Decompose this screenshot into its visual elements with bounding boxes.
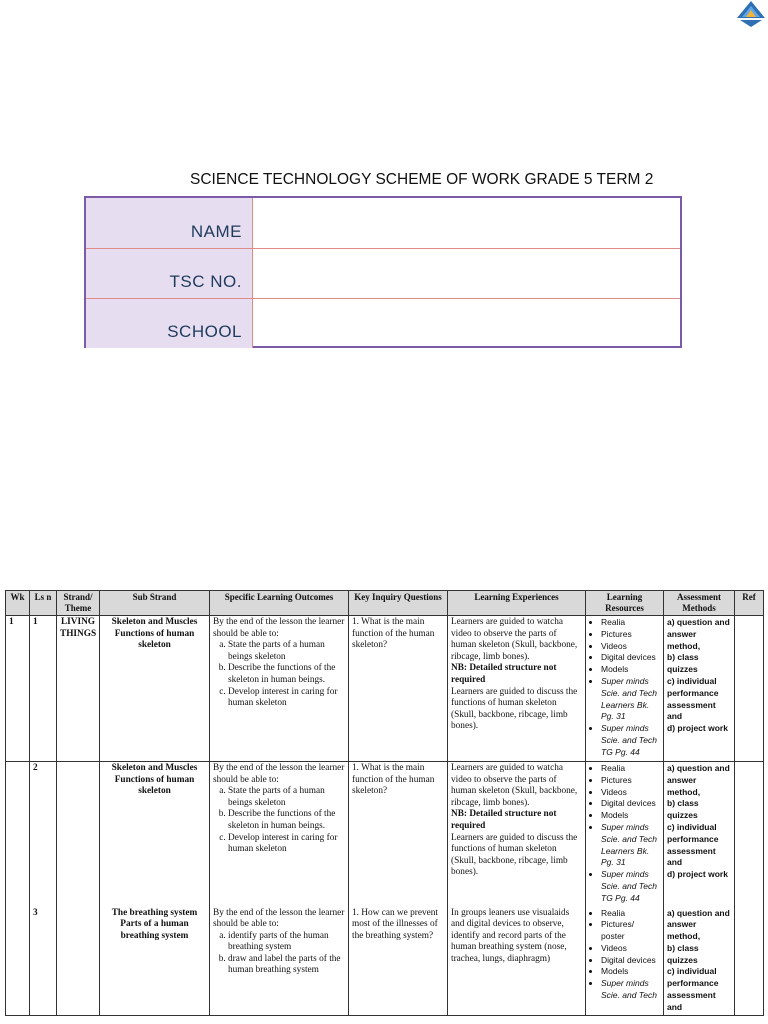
- cell-ref: [735, 616, 764, 762]
- header-wk: Wk: [6, 591, 30, 616]
- cell-strand: LIVING THINGS: [57, 616, 100, 762]
- header-inquiry: Key Inquiry Questions: [349, 591, 448, 616]
- cell-outcomes: By the end of the lesson the learner should be able to: a. State the parts of a human beings skeleton b. Describe the functions of the skeleton in human beings. c. Develop interest in caring for human skeleton: [210, 616, 349, 762]
- cell-lsn: 3: [30, 907, 57, 1016]
- cell-resources: • Realia • Pictures/ poster • Videos • Digital devices • Models • Super minds Scie. and Tech: [586, 907, 664, 1016]
- table-row: [6, 616, 764, 762]
- cell-sub-strand: Skeleton and Muscles Functions of human skeleton: [100, 616, 210, 762]
- logo-icon: [736, 0, 766, 28]
- cell-wk: 1: [6, 616, 30, 762]
- cell-experiences: Learners are guided to watcha video to observe the parts of human skeleton (Skull, backbone, ribcage, limb bones). NB: Detailed structure not required Learners are guided to discuss the functions of human skeleton (Skull, backbone, ribcage, limb bones).: [448, 762, 586, 907]
- cell-resources: • Realia • Pictures • Videos • Digital devices • Models • Super minds Scie. and Tech Learners Bk. Pg. 31 • Super minds Scie. and Tech TG Pg. 44: [586, 762, 664, 907]
- cell-wk: [6, 762, 30, 907]
- name-row: [86, 198, 680, 248]
- header-outcomes: Specific Learning Outcomes: [210, 591, 349, 616]
- header-strand: Strand/ Theme: [57, 591, 100, 616]
- scheme-table: [5, 590, 764, 1016]
- school-label: SCHOOL: [167, 322, 242, 341]
- header-ref: Ref: [735, 591, 764, 616]
- cell-lsn: 2: [30, 762, 57, 907]
- header-lsn: Ls n: [30, 591, 57, 616]
- header-row: [6, 591, 764, 616]
- name-label: NAME: [190, 222, 242, 241]
- cell-strand: [57, 762, 100, 907]
- header-sub-strand: Sub Strand: [100, 591, 210, 616]
- table-row: [6, 762, 764, 907]
- cell-resources: • Realia • Pictures • Videos • Digital devices • Models • Super minds Scie. and Tech Learners Bk. Pg. 31 • Super minds Scie. and Tech TG Pg. 44: [586, 616, 664, 762]
- tsc-label: TSC NO.: [169, 272, 242, 291]
- cell-experiences: In groups leaners use visualaids and digital devices to observe, identify and record parts of the human breathing system (nose, trachea, lungs, diaphragm): [448, 907, 586, 1016]
- page-title: SCIENCE TECHNOLOGY SCHEME OF WORK GRADE 5 TERM 2: [190, 171, 654, 188]
- cell-strand: [57, 907, 100, 1016]
- cell-inquiry: 1. How can we prevent most of the illnesses of the breathing system?: [349, 907, 448, 1016]
- cell-ref: [735, 907, 764, 1016]
- cell-inquiry: 1. What is the main function of the human skeleton?: [349, 616, 448, 762]
- header-experiences: Learning Experiences: [448, 591, 586, 616]
- cell-assessment: a) question and answer method, b) class quizzes c) individual performance assessment and: [664, 907, 735, 1016]
- table-row: [6, 907, 764, 1016]
- tsc-row: [86, 248, 680, 298]
- cell-assessment: a) question and answer method, b) class quizzes c) individual performance assessment and d) project work: [664, 762, 735, 907]
- cell-inquiry: 1. What is the main function of the human skeleton?: [349, 762, 448, 907]
- header-assessment: Assessment Methods: [664, 591, 735, 616]
- cell-lsn: 1: [30, 616, 57, 762]
- info-box: [84, 196, 682, 348]
- cell-outcomes: By the end of the lesson the learner should be able to: a. identify parts of the human breathing system b. draw and label the parts of the human breathing system: [210, 907, 349, 1016]
- header-resources: Learning Resources: [586, 591, 664, 616]
- cell-assessment: a) question and answer method, b) class quizzes c) individual performance assessment and d) project work: [664, 616, 735, 762]
- cell-experiences: Learners are guided to watcha video to observe the parts of human skeleton (Skull, backbone, ribcage, limb bones). NB: Detailed structure not required Learners are guided to discuss the functions of human skeleton (Skull, backbone, ribcage, limb bones).: [448, 616, 586, 762]
- cell-outcomes: By the end of the lesson the learner should be able to: a. State the parts of a human beings skeleton b. Describe the functions of the skeleton in human beings. c. Develop interest in caring for human skeleton: [210, 762, 349, 907]
- cell-sub-strand: Skeleton and Muscles Functions of human skeleton: [100, 762, 210, 907]
- school-row: [86, 298, 680, 348]
- cell-wk: [6, 907, 30, 1016]
- cell-ref: [735, 762, 764, 907]
- cell-sub-strand: The breathing system Parts of a human breathing system: [100, 907, 210, 1016]
